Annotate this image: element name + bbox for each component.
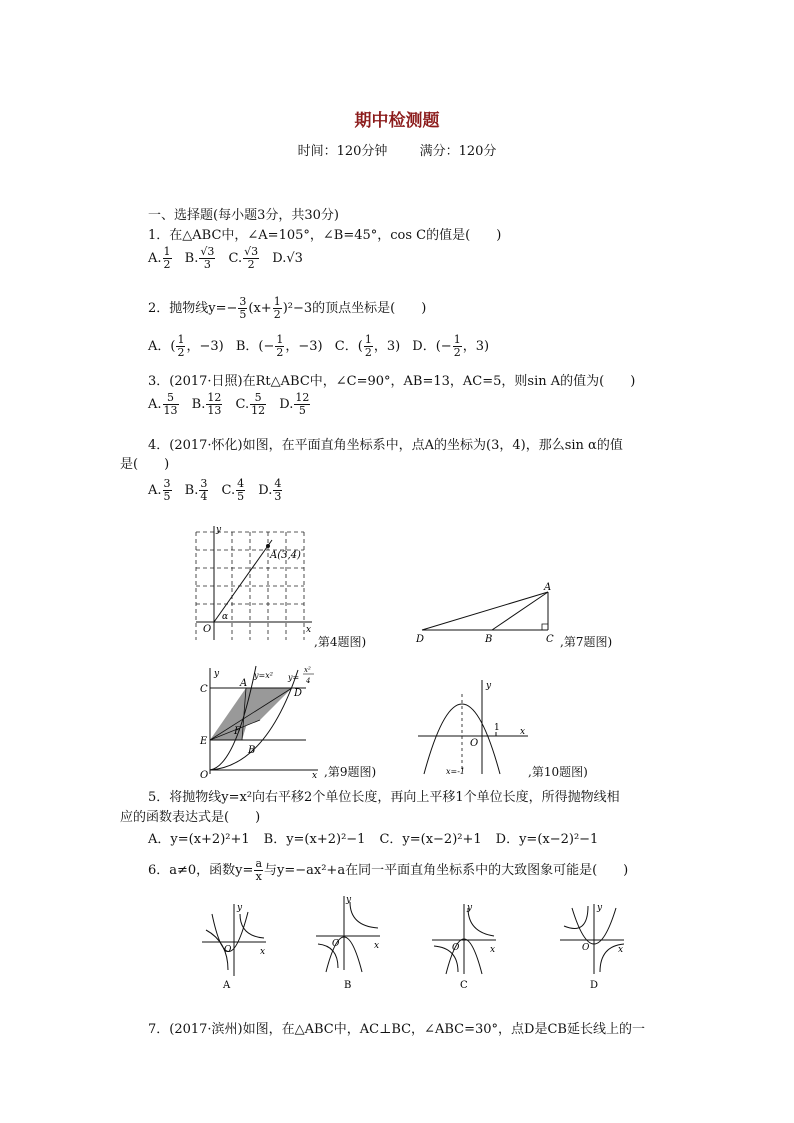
figure-q4-grid — [190, 522, 320, 646]
q6-graph-b — [312, 892, 384, 990]
svg-text:x=-1: x=-1 — [446, 767, 466, 776]
svg-text:x²: x² — [304, 666, 311, 674]
svg-text:x: x — [374, 941, 380, 951]
svg-text:C: C — [546, 634, 554, 645]
svg-text:x: x — [312, 771, 318, 780]
q6-label-c: C — [460, 980, 468, 990]
svg-text:O: O — [224, 945, 232, 955]
svg-text:O: O — [200, 770, 209, 780]
svg-text:y: y — [216, 525, 222, 535]
svg-text:O: O — [452, 943, 460, 953]
svg-text:y: y — [346, 895, 352, 905]
q4-stem-line2: 是( ) — [120, 457, 170, 472]
figure-q7-triangle — [414, 582, 564, 648]
svg-text:O: O — [332, 939, 340, 949]
svg-text:x: x — [306, 625, 312, 635]
exam-score: 满分：120分 — [419, 144, 497, 159]
q1-stem: 1．在△ABC中，∠A=105°，∠B=45°，cos C的值是( ) — [148, 228, 502, 243]
svg-text:C: C — [200, 684, 208, 695]
svg-text:x: x — [520, 727, 526, 737]
q1-opt-c-frac: $\frac{√3}{2}$ — [244, 245, 259, 271]
q6-graph-a — [198, 900, 270, 990]
svg-text:y: y — [237, 903, 243, 913]
q6-graph-c — [428, 900, 500, 990]
exam-time: 时间：120分钟 — [297, 144, 388, 159]
page-title: 期中检测题 — [354, 111, 440, 131]
svg-text:y: y — [467, 903, 473, 913]
svg-text:D: D — [294, 688, 303, 699]
svg-text:E: E — [200, 736, 208, 747]
figure-q9-parabolas — [196, 662, 324, 780]
q6-stem: 6．a≠0，函数y= $\frac{a}{x}$ 与y=−ax²+a在同一平面直角坐标系中的大致图象可能是( ) — [148, 857, 629, 883]
q6-label-d: D — [590, 980, 599, 990]
q3-stem: 3．(2017·日照)在Rt△ABC中，∠C=90°，AB=13，AC=5，则sin A的值为( ) — [148, 374, 636, 389]
caption-fig4: ,第4题图) — [314, 635, 367, 649]
q5-stem-line1: 5．将抛物线y=x²向右平移2个单位长度，再向上平移1个单位长度，所得抛物线相 — [148, 790, 620, 805]
section-heading: 一、选择题(每小题3分，共30分) — [148, 208, 339, 223]
q6-graph-d — [556, 900, 628, 990]
figure-q10-parabola — [414, 674, 534, 778]
svg-text:x: x — [260, 947, 266, 957]
svg-text:α: α — [222, 612, 229, 622]
q3-options: A. $\frac{5}{13}$ B. $\frac{12}{13}$ C. $\frac{5}{12}$ D. $\frac{12}{5}$ — [148, 391, 310, 417]
q6-label-b: B — [344, 980, 352, 990]
svg-text:A: A — [240, 678, 248, 689]
q1-opt-b-frac: $\frac{√3}{3}$ — [200, 245, 215, 271]
q1-opt-a-frac: $\frac{1}{2}$ — [163, 245, 171, 271]
svg-text:y: y — [214, 669, 220, 679]
exam-info — [0, 140, 794, 159]
q6-label-a: A — [223, 980, 231, 990]
svg-text:A(3,4): A(3,4) — [270, 550, 301, 561]
svg-text:F: F — [234, 726, 241, 737]
caption-fig10: ,第10题图) — [528, 765, 588, 779]
svg-text:O: O — [203, 624, 212, 635]
svg-text:x: x — [618, 945, 624, 955]
svg-text:D: D — [416, 634, 425, 645]
q5-stem-line2: 应的函数表达式是( ) — [120, 810, 261, 825]
svg-text:y=: y= — [288, 673, 300, 682]
q2-options: A．( $\frac{1}{2}$ ，−3) B．(− $\frac{1}{2}$ ，−3) C．( $\frac{1}{2}$ ，3) D．(− $\frac{1}{2}$ ，3) — [148, 333, 490, 359]
q1-options — [148, 246, 303, 271]
q5-options: A．y=(x+2)²+1 B．y=(x+2)²−1 C．y=(x−2)²+1 D．y=(x−2)²−1 — [148, 832, 599, 847]
svg-text:y: y — [597, 903, 603, 913]
q4-options: A. $\frac{3}{5}$ B. $\frac{3}{4}$ C. $\frac{4}{5}$ D. $\frac{4}{3}$ — [148, 477, 282, 503]
caption-fig7: ,第7题图) — [560, 635, 613, 649]
q1-opt-c-label: C. — [228, 251, 243, 266]
q1-opt-b-label: B. — [184, 251, 199, 266]
svg-text:y: y — [486, 681, 492, 691]
svg-text:B: B — [248, 745, 256, 756]
svg-text:y=x²: y=x² — [254, 671, 273, 680]
caption-fig9: ,第9题图) — [324, 765, 377, 779]
svg-text:O: O — [582, 943, 590, 953]
q2-stem: 2．抛物线y=− $\frac{3}{5}$ (x+ $\frac{1}{2}$ )²−3的顶点坐标是( ) — [148, 295, 427, 321]
svg-text:4: 4 — [306, 677, 311, 685]
svg-text:B: B — [485, 634, 493, 645]
svg-text:A: A — [544, 582, 552, 593]
q7-stem: 7．(2017·滨州)如图，在△ABC中，AC⊥BC，∠ABC=30°，点D是CB延长线上的一 — [148, 1022, 645, 1037]
q4-stem-line1: 4．(2017·怀化)如图，在平面直角坐标系中，点A的坐标为(3，4)，那么sin α的值 — [148, 438, 623, 453]
q1-opt-d: D.√3 — [272, 251, 303, 266]
svg-text:O: O — [470, 738, 479, 749]
svg-text:x: x — [490, 945, 496, 955]
svg-text:1: 1 — [494, 723, 500, 733]
q1-opt-a-label: A. — [148, 251, 162, 266]
